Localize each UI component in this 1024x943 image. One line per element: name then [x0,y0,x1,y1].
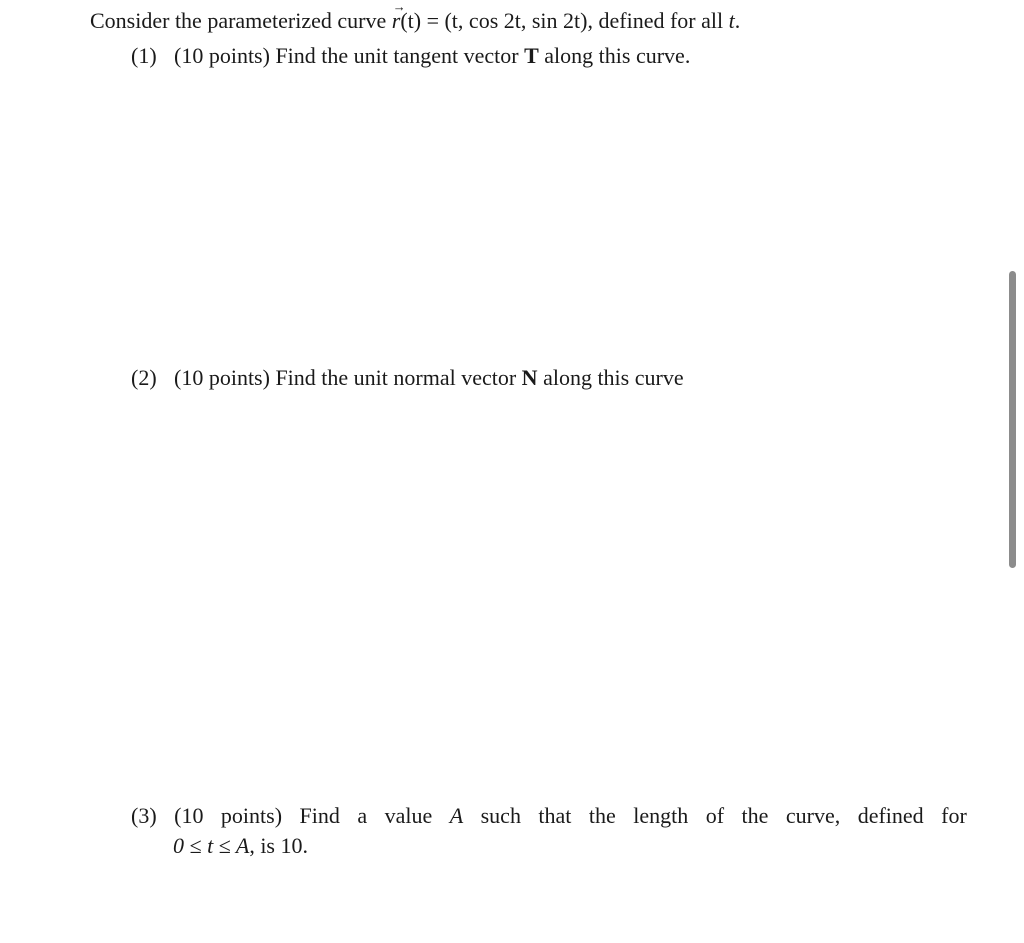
q3-word: value [384,803,433,828]
interval-condition: 0 ≤ t ≤ A [173,833,250,858]
q3-word-variable-a: A [449,803,464,828]
question-1-number: (1) [131,43,157,68]
q3-word: length [633,803,689,828]
intro-period: . [734,8,741,33]
q3-word: for [941,803,967,828]
tangent-symbol: T [524,43,539,68]
question-2-prompt: (10 points) Find the unit normal vector [174,365,522,390]
normal-symbol: N [521,365,538,390]
question-3-line-2 [173,831,308,861]
q3-word: Find [299,803,340,828]
question-2 [131,363,684,393]
q3-word: curve, [785,803,841,828]
question-3-number: (3) [131,803,157,828]
q3-word: that [538,803,572,828]
intro-statement [90,6,740,36]
q3-word: (10 [174,803,204,828]
q3-word: a [357,803,368,828]
question-3-tail: , is 10. [249,833,308,858]
question-2-number: (2) [131,365,157,390]
q3-word: such [480,803,521,828]
q3-word: of [705,803,725,828]
question-3-line-1 [131,801,967,831]
vector-r-symbol: → r [392,6,401,36]
q3-word: points) [220,803,283,828]
intro-tail: , defined for all [587,8,729,33]
question-2-tail: along this curve [537,365,684,390]
q3-word: the [741,803,769,828]
intro-lead: Consider the parameterized curve [90,8,392,33]
question-1-prompt: (10 points) Find the unit tangent vector [174,43,525,68]
question-1 [131,41,690,71]
curve-formula: (t) = (t, cos 2t, sin 2t) [400,8,588,33]
q3-word: the [588,803,616,828]
question-1-tail: along this curve. [538,43,691,68]
intro-variable: t [728,8,735,33]
q3-word: defined [857,803,924,828]
vertical-scrollbar[interactable] [1009,271,1016,568]
